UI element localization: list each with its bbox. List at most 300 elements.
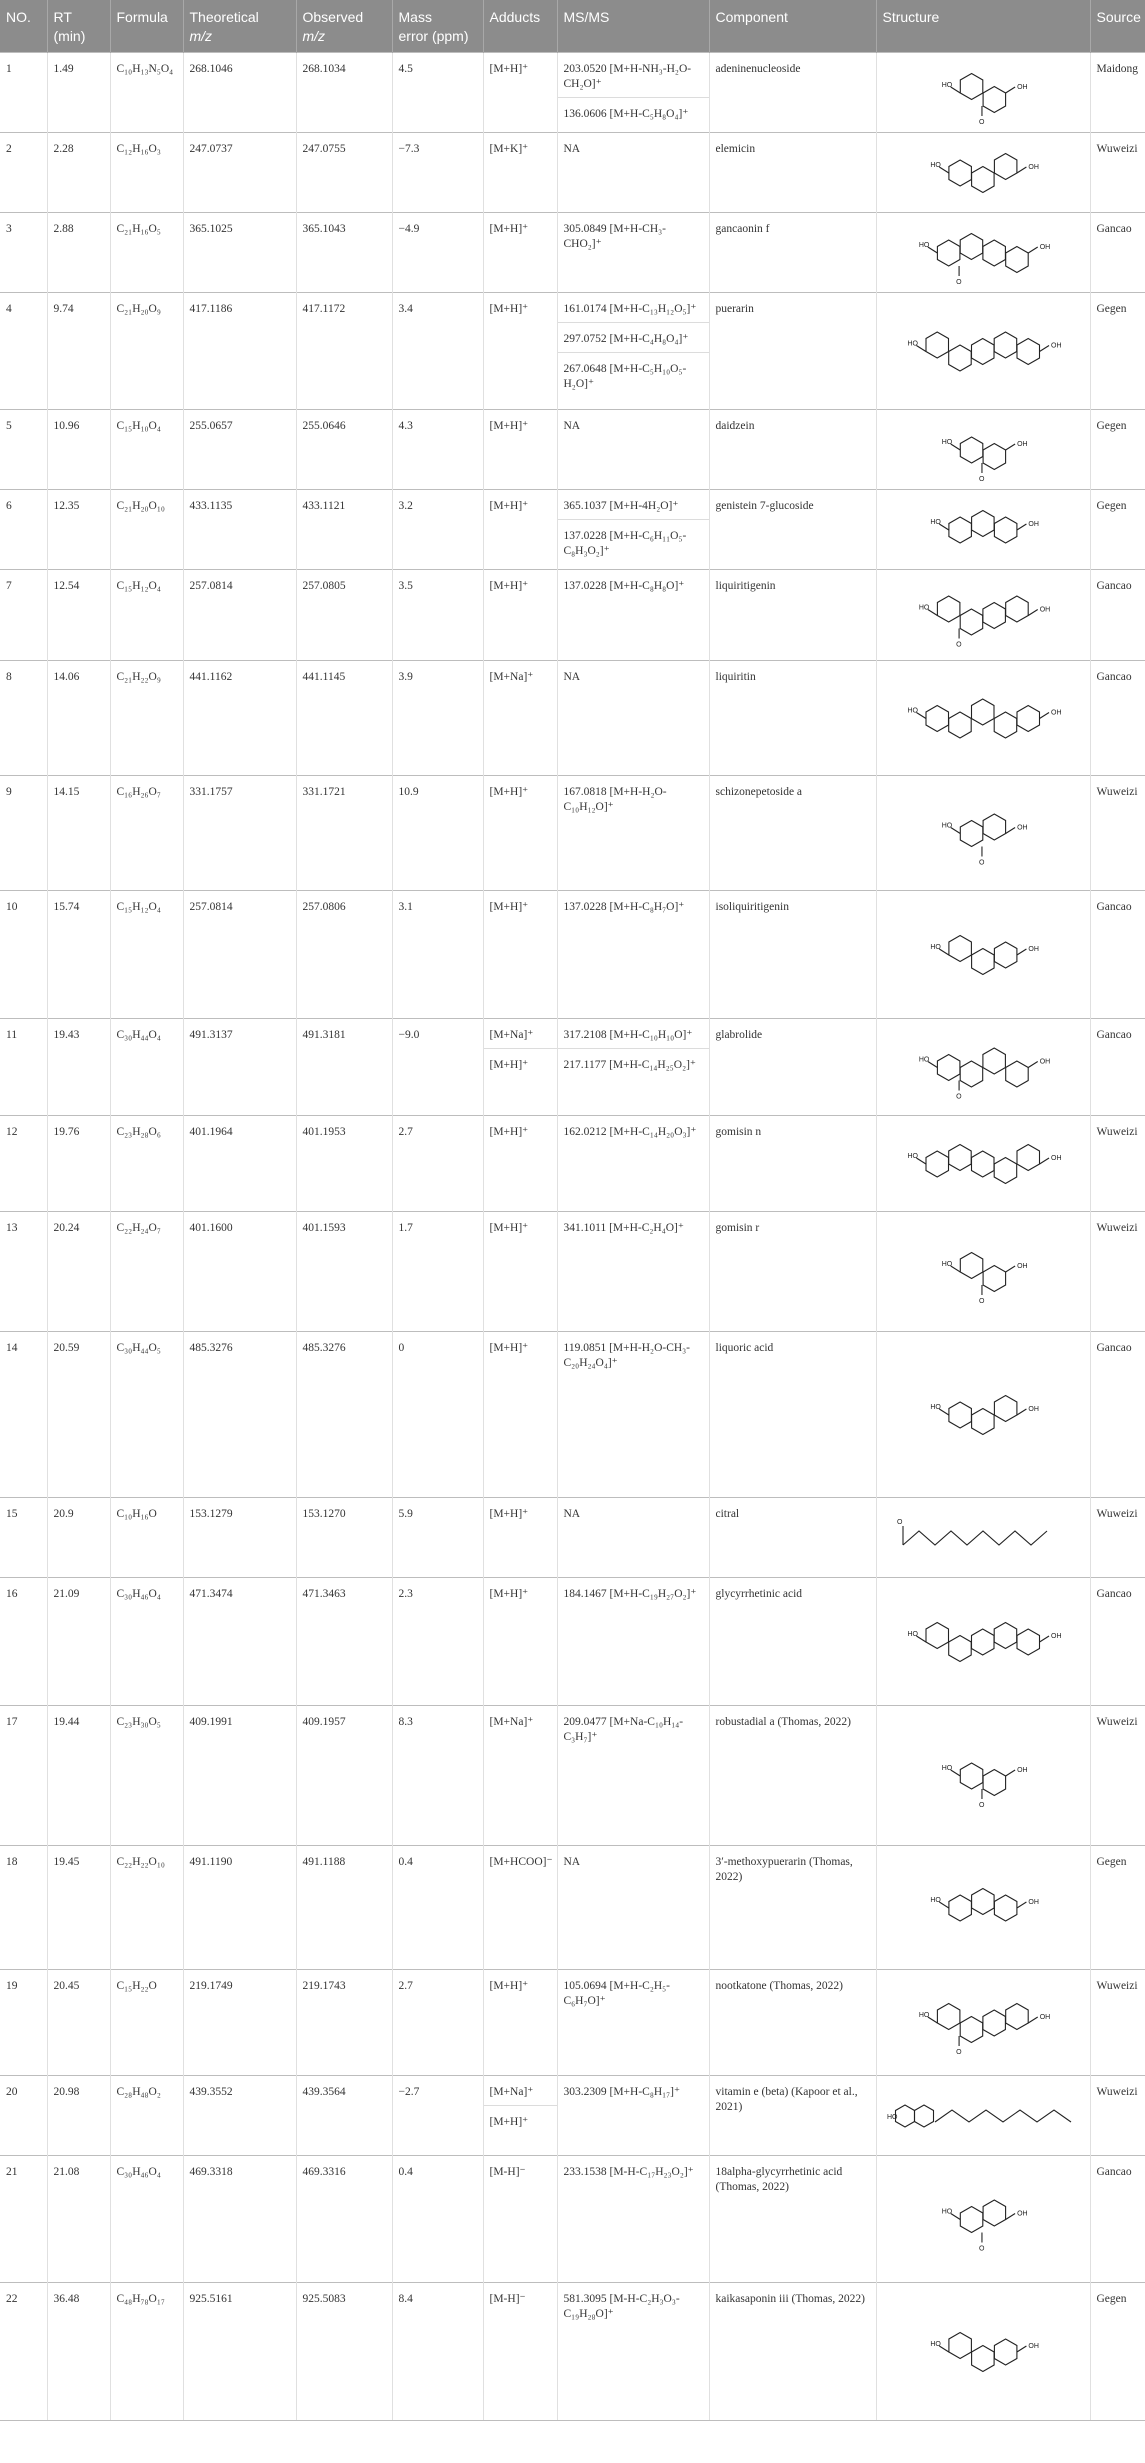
cell-no: 6 xyxy=(0,490,47,570)
cell-component: genistein 7-glucoside xyxy=(709,490,876,570)
cell-no: 2 xyxy=(0,133,47,213)
table-row xyxy=(0,570,1145,661)
cell-formula: C₁₅H₁₀O₄ xyxy=(110,410,183,490)
cell-source: Wuweizi xyxy=(1090,1970,1145,2076)
cell-structure xyxy=(876,133,1090,213)
cell-structure xyxy=(876,2156,1090,2283)
cell-no: 10 xyxy=(0,891,47,1019)
cell-component: gomisin n xyxy=(709,1116,876,1212)
cell-structure xyxy=(876,53,1090,133)
header-no: NO. xyxy=(0,0,47,53)
cell-observed: 925.5083 xyxy=(296,2283,392,2421)
adduct-entry: [M+H]⁺ xyxy=(489,1588,529,1600)
methoxypuerarin-structure-icon xyxy=(881,1850,1086,1966)
cell-source: Gancao xyxy=(1090,1332,1145,1498)
svg-text:O: O xyxy=(956,278,962,286)
liquiritin-structure-icon xyxy=(881,665,1086,772)
svg-text:O: O xyxy=(978,2245,985,2252)
svg-text:HO: HO xyxy=(907,340,918,347)
cell-observed: 433.1121 xyxy=(296,490,392,570)
cell-source: Gancao xyxy=(1090,570,1145,661)
cell-component: citral xyxy=(709,1498,876,1578)
cell-source: Gancao xyxy=(1090,1019,1145,1116)
cell-source: Gancao xyxy=(1090,1578,1145,1706)
svg-text:HO: HO xyxy=(907,1630,918,1638)
puerarin-structure-icon xyxy=(881,297,1086,406)
cell-formula: C₁₀H₁₆O xyxy=(110,1498,183,1578)
cell-msms xyxy=(557,661,709,776)
table-row xyxy=(0,490,1145,570)
msms-fragment: NA xyxy=(563,1856,581,1868)
cell-adducts xyxy=(483,2076,557,2156)
cell-source: Gancao xyxy=(1090,2156,1145,2283)
cell-msms xyxy=(557,213,709,293)
table-row xyxy=(0,1019,1145,1116)
svg-text:O: O xyxy=(978,118,985,126)
cell-formula: C₂₂H₂₄O₇ xyxy=(110,1212,183,1332)
cell-formula: C₂₁H₂₂O₉ xyxy=(110,661,183,776)
cell-rt: 20.9 xyxy=(47,1498,110,1578)
header-rt: RT (min) xyxy=(47,0,110,53)
svg-text:OH: OH xyxy=(1017,1262,1028,1270)
svg-text:O: O xyxy=(978,859,985,866)
adduct-entry: [M+H]⁺ xyxy=(484,2105,557,2135)
svg-text:OH: OH xyxy=(1017,824,1028,831)
cell-rt: 2.28 xyxy=(47,133,110,213)
msms-fragment: NA xyxy=(563,1508,581,1520)
svg-text:OH: OH xyxy=(1017,440,1028,448)
adduct-entry: [M+H]⁺ xyxy=(489,1126,529,1138)
cell-no: 8 xyxy=(0,661,47,776)
svg-text:OH: OH xyxy=(1028,2342,1039,2350)
cell-formula: C₂₈H₄₈O₂ xyxy=(110,2076,183,2156)
cell-adducts xyxy=(483,776,557,891)
cell-msms xyxy=(557,133,709,213)
cell-rt: 19.44 xyxy=(47,1706,110,1846)
cell-adducts xyxy=(483,1706,557,1846)
cell-rt: 21.08 xyxy=(47,2156,110,2283)
cell-adducts xyxy=(483,891,557,1019)
cell-component: glabrolide xyxy=(709,1019,876,1116)
cell-adducts xyxy=(483,1332,557,1498)
svg-text:O: O xyxy=(978,1297,985,1305)
cell-formula: C₁₀H₁₃N₅O₄ xyxy=(110,53,183,133)
cell-mass-error: 4.3 xyxy=(392,410,483,490)
cell-rt: 19.45 xyxy=(47,1846,110,1970)
msms-fragment: 137.0228 [M+H-C₈H₇O]⁺ xyxy=(563,901,685,913)
cell-observed: 331.1721 xyxy=(296,776,392,891)
cell-adducts xyxy=(483,53,557,133)
cell-rt: 20.98 xyxy=(47,2076,110,2156)
cell-theoretical: 268.1046 xyxy=(183,53,296,133)
msms-fragment: 137.0228 [M+H-C₈H₈O]⁺ xyxy=(563,580,685,592)
cell-source: Wuweizi xyxy=(1090,1498,1145,1578)
cell-no: 3 xyxy=(0,213,47,293)
cell-component: gancaonin f xyxy=(709,213,876,293)
svg-text:OH: OH xyxy=(1039,2013,1051,2021)
cell-msms xyxy=(557,1970,709,2076)
svg-text:OH: OH xyxy=(1051,709,1062,716)
table-row xyxy=(0,1578,1145,1706)
svg-text:HO: HO xyxy=(941,822,953,829)
cell-component: glycyrrhetinic acid xyxy=(709,1578,876,1706)
svg-text:OH: OH xyxy=(1039,243,1051,251)
msms-fragment: NA xyxy=(563,420,581,432)
cell-mass-error: −9.0 xyxy=(392,1019,483,1116)
elemicin-structure-icon xyxy=(881,137,1086,209)
cell-observed: 409.1957 xyxy=(296,1706,392,1846)
cell-no: 18 xyxy=(0,1846,47,1970)
cell-msms xyxy=(557,1212,709,1332)
cell-theoretical: 925.5161 xyxy=(183,2283,296,2421)
cell-formula: C₂₁H₂₀O₁₀ xyxy=(110,490,183,570)
gancaonin-structure-icon xyxy=(881,217,1086,289)
header-mass-error: Mass error (ppm) xyxy=(392,0,483,53)
msms-fragment: 303.2309 [M+H-C₈H₁₇]⁺ xyxy=(563,2086,681,2098)
svg-text:HO: HO xyxy=(918,1056,930,1063)
cell-observed: 268.1034 xyxy=(296,53,392,133)
msms-fragment: 161.0174 [M+H-C₁₃H₁₂O₅]⁺ xyxy=(563,303,697,315)
cell-adducts xyxy=(483,1846,557,1970)
cell-component: adeninenucleoside xyxy=(709,53,876,133)
cell-theoretical: 365.1025 xyxy=(183,213,296,293)
cell-mass-error: −2.7 xyxy=(392,2076,483,2156)
cell-theoretical: 491.3137 xyxy=(183,1019,296,1116)
cell-adducts xyxy=(483,661,557,776)
svg-text:HO: HO xyxy=(941,438,953,446)
cell-no: 5 xyxy=(0,410,47,490)
cell-msms xyxy=(557,570,709,661)
cell-msms xyxy=(557,293,709,410)
cell-observed: 469.3316 xyxy=(296,2156,392,2283)
msms-fragment: 136.0606 [M+H-C₅H₈O₄]⁺ xyxy=(558,97,709,127)
cell-mass-error: 2.3 xyxy=(392,1578,483,1706)
table-row xyxy=(0,1846,1145,1970)
cell-rt: 2.88 xyxy=(47,213,110,293)
header-msms: MS/MS xyxy=(557,0,709,53)
msms-fragment: 162.0212 [M+H-C₁₄H₂₀O₃]⁺ xyxy=(563,1126,697,1138)
cell-mass-error: 2.7 xyxy=(392,1116,483,1212)
cell-adducts xyxy=(483,1578,557,1706)
msms-fragment: 365.1037 [M+H-4H₂O]⁺ xyxy=(563,500,679,512)
svg-text:OH: OH xyxy=(1051,342,1062,349)
svg-text:O: O xyxy=(956,1093,962,1100)
cell-theoretical: 219.1749 xyxy=(183,1970,296,2076)
cell-mass-error: 0.4 xyxy=(392,1846,483,1970)
cell-component: puerarin xyxy=(709,293,876,410)
cell-formula: C₃₀H₄₆O₄ xyxy=(110,1578,183,1706)
cell-theoretical: 471.3474 xyxy=(183,1578,296,1706)
cell-source: Wuweizi xyxy=(1090,2076,1145,2156)
cell-adducts xyxy=(483,1019,557,1116)
cell-theoretical: 401.1600 xyxy=(183,1212,296,1332)
cell-structure xyxy=(876,213,1090,293)
cell-msms xyxy=(557,1706,709,1846)
cell-theoretical: 469.3318 xyxy=(183,2156,296,2283)
table-row xyxy=(0,133,1145,213)
svg-text:OH: OH xyxy=(1028,1898,1039,1906)
cell-theoretical: 401.1964 xyxy=(183,1116,296,1212)
table-row xyxy=(0,776,1145,891)
table-row xyxy=(0,2076,1145,2156)
cell-observed: 491.1188 xyxy=(296,1846,392,1970)
svg-text:OH: OH xyxy=(1017,1766,1028,1774)
cell-rt: 20.24 xyxy=(47,1212,110,1332)
cell-source: Gancao xyxy=(1090,213,1145,293)
cell-formula: C₁₅H₁₂O₄ xyxy=(110,891,183,1019)
cell-no: 11 xyxy=(0,1019,47,1116)
msms-fragment: 217.1177 [M+H-C₁₄H₂₅O₂]⁺ xyxy=(558,1048,709,1078)
cell-source: Gegen xyxy=(1090,2283,1145,2421)
msms-fragment: 203.0520 [M+H-NH₃-H₂O-CH₂O]⁺ xyxy=(563,63,692,90)
cell-msms xyxy=(557,2283,709,2421)
cell-adducts xyxy=(483,410,557,490)
cell-observed: 401.1593 xyxy=(296,1212,392,1332)
cell-observed: 153.1270 xyxy=(296,1498,392,1578)
cell-mass-error: 1.7 xyxy=(392,1212,483,1332)
cell-adducts xyxy=(483,213,557,293)
msms-fragment: 317.2108 [M+H-C₁₀H₁₀O]⁺ xyxy=(563,1029,693,1041)
cell-formula: C₁₆H₂₆O₇ xyxy=(110,776,183,891)
cell-source: Gegen xyxy=(1090,293,1145,410)
genistin-structure-icon xyxy=(881,494,1086,566)
cell-source: Gegen xyxy=(1090,490,1145,570)
cell-structure xyxy=(876,1846,1090,1970)
msms-fragment: 297.0752 [M+H-C₄H₈O₄]⁺ xyxy=(558,322,709,352)
cell-theoretical: 485.3276 xyxy=(183,1332,296,1498)
cell-rt: 14.15 xyxy=(47,776,110,891)
cell-structure xyxy=(876,293,1090,410)
cell-no: 4 xyxy=(0,293,47,410)
cell-msms xyxy=(557,1019,709,1116)
adduct-entry: [M+Na]⁺ xyxy=(489,1029,534,1041)
tocopherol-structure-icon xyxy=(881,2080,1086,2152)
cell-formula: C₃₀H₄₄O₅ xyxy=(110,1332,183,1498)
cell-structure xyxy=(876,1332,1090,1498)
svg-text:OH: OH xyxy=(1051,1154,1062,1162)
svg-text:O: O xyxy=(897,1518,903,1526)
cell-formula: C₂₃H₂₈O₆ xyxy=(110,1116,183,1212)
svg-text:HO: HO xyxy=(941,1260,953,1268)
msms-fragment: 267.0648 [M+H-C₅H₁₀O₅-H₂O]⁺ xyxy=(558,352,709,397)
cell-component: liquiritigenin xyxy=(709,570,876,661)
cell-component: robustadial a (Thomas, 2022) xyxy=(709,1706,876,1846)
cell-observed: 255.0646 xyxy=(296,410,392,490)
cell-no: 9 xyxy=(0,776,47,891)
cell-msms xyxy=(557,53,709,133)
nootkatone-structure-icon xyxy=(881,1974,1086,2072)
cell-no: 20 xyxy=(0,2076,47,2156)
cell-source: Wuweizi xyxy=(1090,1706,1145,1846)
svg-text:HO: HO xyxy=(887,2113,898,2121)
cell-observed: 401.1953 xyxy=(296,1116,392,1212)
cell-msms xyxy=(557,2076,709,2156)
robustadial-structure-icon xyxy=(881,1710,1086,1842)
cell-source: Wuweizi xyxy=(1090,1212,1145,1332)
liquiritigenin-structure-icon xyxy=(881,574,1086,657)
svg-text:O: O xyxy=(978,1801,985,1809)
cell-structure xyxy=(876,410,1090,490)
svg-text:O: O xyxy=(956,2048,962,2056)
svg-text:HO: HO xyxy=(930,943,941,951)
cell-observed: 491.3181 xyxy=(296,1019,392,1116)
glycyrrhetinic-structure-icon xyxy=(881,1582,1086,1702)
svg-text:OH: OH xyxy=(1028,520,1039,528)
cell-source: Gancao xyxy=(1090,661,1145,776)
header-component: Component xyxy=(709,0,876,53)
cell-formula: C₁₅H₁₂O₄ xyxy=(110,570,183,661)
cell-no: 14 xyxy=(0,1332,47,1498)
cell-msms xyxy=(557,1846,709,1970)
adduct-entry: [M+H]⁺ xyxy=(489,1980,529,1992)
cell-rt: 12.35 xyxy=(47,490,110,570)
schizonepetoside-structure-icon xyxy=(881,780,1086,887)
adduct-entry: [M+H]⁺ xyxy=(489,580,529,592)
adduct-entry: [M+Na]⁺ xyxy=(489,671,534,683)
msms-fragment: 233.1538 [M-H-C₁₇H₂₃O₂]⁺ xyxy=(563,2166,694,2178)
cell-component: liquiritin xyxy=(709,661,876,776)
cell-component: 3′-methoxypuerarin (Thomas, 2022) xyxy=(709,1846,876,1970)
cell-no: 12 xyxy=(0,1116,47,1212)
cell-observed: 471.3463 xyxy=(296,1578,392,1706)
adduct-entry: [M+H]⁺ xyxy=(489,1222,529,1234)
cell-adducts xyxy=(483,1498,557,1578)
cell-theoretical: 439.3552 xyxy=(183,2076,296,2156)
cell-structure xyxy=(876,891,1090,1019)
svg-text:HO: HO xyxy=(918,2011,930,2019)
cell-observed: 441.1145 xyxy=(296,661,392,776)
svg-text:HO: HO xyxy=(918,241,930,249)
msms-fragment: 167.0818 [M+H-H₂O-C₁₀H₁₂O]⁺ xyxy=(563,786,667,813)
cell-theoretical: 409.1991 xyxy=(183,1706,296,1846)
cell-adducts xyxy=(483,1212,557,1332)
adduct-entry: [M+H]⁺ xyxy=(489,786,529,798)
adduct-entry: [M+H]⁺ xyxy=(489,223,529,235)
cell-mass-error: 3.9 xyxy=(392,661,483,776)
cell-adducts xyxy=(483,2156,557,2283)
cell-rt: 14.06 xyxy=(47,661,110,776)
gomisin-r-structure-icon xyxy=(881,1216,1086,1328)
cell-theoretical: 153.1279 xyxy=(183,1498,296,1578)
cell-rt: 10.96 xyxy=(47,410,110,490)
cell-mass-error: 2.7 xyxy=(392,1970,483,2076)
cell-component: 18alpha-glycyrrhetinic acid (Thomas, 2022) xyxy=(709,2156,876,2283)
table-row xyxy=(0,213,1145,293)
svg-text:O: O xyxy=(978,475,985,483)
cell-observed: 247.0755 xyxy=(296,133,392,213)
cell-observed: 219.1743 xyxy=(296,1970,392,2076)
svg-text:HO: HO xyxy=(930,2340,941,2348)
svg-text:HO: HO xyxy=(930,1896,941,1904)
svg-text:OH: OH xyxy=(1028,1405,1039,1413)
svg-text:HO: HO xyxy=(907,707,918,714)
cell-structure xyxy=(876,661,1090,776)
cell-rt: 12.54 xyxy=(47,570,110,661)
cell-formula: C₂₁H₁₆O₅ xyxy=(110,213,183,293)
cell-structure xyxy=(876,776,1090,891)
glabrolide-structure-icon xyxy=(881,1023,1086,1112)
cell-formula: C₂₂H₂₂O₁₀ xyxy=(110,1846,183,1970)
msms-fragment: 184.1467 [M+H-C₁₉H₂₇O₂]⁺ xyxy=(563,1588,697,1600)
cell-structure xyxy=(876,1970,1090,2076)
svg-text:OH: OH xyxy=(1017,83,1028,91)
cell-mass-error: 10.9 xyxy=(392,776,483,891)
gomisin-n-structure-icon xyxy=(881,1120,1086,1208)
cell-no: 22 xyxy=(0,2283,47,2421)
cell-theoretical: 247.0737 xyxy=(183,133,296,213)
cell-formula: C₂₃H₃₀O₅ xyxy=(110,1706,183,1846)
table-row xyxy=(0,410,1145,490)
cell-no: 16 xyxy=(0,1578,47,1706)
adduct-entry: [M+H]⁺ xyxy=(489,500,529,512)
cell-component: daidzein xyxy=(709,410,876,490)
cell-source: Wuweizi xyxy=(1090,1116,1145,1212)
table-row xyxy=(0,891,1145,1019)
table-row xyxy=(0,53,1145,133)
msms-fragment: 209.0477 [M+Na-C₁₀H₁₄-C₃H₇]⁺ xyxy=(563,1716,684,1743)
cell-msms xyxy=(557,1116,709,1212)
cell-structure xyxy=(876,490,1090,570)
cell-formula: C₃₀H₄₆O₄ xyxy=(110,2156,183,2283)
svg-text:OH: OH xyxy=(1051,1632,1062,1640)
cell-mass-error: 8.3 xyxy=(392,1706,483,1846)
svg-text:HO: HO xyxy=(941,2208,953,2215)
adduct-entry: [M-H]⁻ xyxy=(489,2293,526,2305)
cell-mass-error: −7.3 xyxy=(392,133,483,213)
cell-msms xyxy=(557,1498,709,1578)
adduct-entry: [M+H]⁺ xyxy=(489,901,529,913)
cell-adducts xyxy=(483,1970,557,2076)
cell-adducts xyxy=(483,293,557,410)
cell-rt: 19.76 xyxy=(47,1116,110,1212)
cell-observed: 257.0806 xyxy=(296,891,392,1019)
cell-rt: 1.49 xyxy=(47,53,110,133)
cell-structure xyxy=(876,2283,1090,2421)
cell-structure xyxy=(876,1578,1090,1706)
cell-no: 15 xyxy=(0,1498,47,1578)
msms-fragment: 341.1011 [M+H-C₂H₄O]⁺ xyxy=(563,1222,684,1234)
svg-text:O: O xyxy=(956,641,962,648)
adduct-entry: [M+HCOO]⁻ xyxy=(489,1856,553,1868)
cell-rt: 21.09 xyxy=(47,1578,110,1706)
svg-text:OH: OH xyxy=(1017,2210,1028,2217)
table-row xyxy=(0,1970,1145,2076)
cell-mass-error: 5.9 xyxy=(392,1498,483,1578)
adduct-entry: [M+K]⁺ xyxy=(489,143,529,155)
svg-text:OH: OH xyxy=(1039,1058,1051,1065)
cell-theoretical: 417.1186 xyxy=(183,293,296,410)
svg-text:HO: HO xyxy=(930,518,941,526)
cell-structure xyxy=(876,1116,1090,1212)
cell-component: isoliquiritigenin xyxy=(709,891,876,1019)
citral-structure-icon xyxy=(881,1502,1086,1574)
cell-formula: C₃₀H₄₄O₄ xyxy=(110,1019,183,1116)
cell-adducts xyxy=(483,133,557,213)
cell-formula: C₁₅H₂₂O xyxy=(110,1970,183,2076)
header-structure: Structure xyxy=(876,0,1090,53)
cell-observed: 417.1172 xyxy=(296,293,392,410)
daidzein-structure-icon xyxy=(881,414,1086,486)
msms-fragment: 581.3095 [M-H-C₂H₃O₃-C₁₉H₂₈O]⁺ xyxy=(563,2293,680,2320)
cell-mass-error: 4.5 xyxy=(392,53,483,133)
msms-fragment: 137.0228 [M+H-C₆H₁₁O₅-C₈H₃O₂]⁺ xyxy=(558,519,709,564)
table-row xyxy=(0,2156,1145,2283)
cell-theoretical: 257.0814 xyxy=(183,570,296,661)
adduct-entry: [M+H]⁺ xyxy=(489,303,529,315)
cell-rt: 20.45 xyxy=(47,1970,110,2076)
adduct-entry: [M+H]⁺ xyxy=(489,63,529,75)
cell-mass-error: 8.4 xyxy=(392,2283,483,2421)
